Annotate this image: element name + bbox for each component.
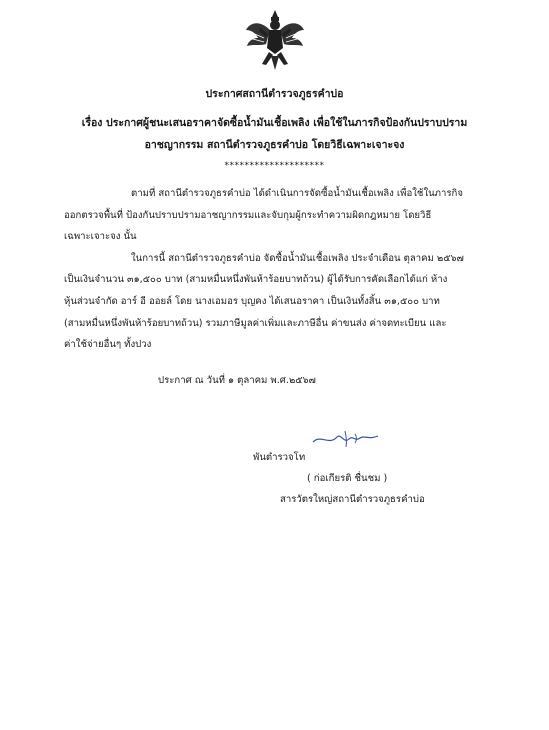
signer-position: สารวัตรใหญ่สถานีตำรวจภูธรคำบ่อ xyxy=(280,494,425,505)
paragraph-2-line-1: ในการนี้ สถานีตำรวจภูธรคำบ่อ จัดซื้อน้ำมันเชื้อเพลิง ประจำเดือน ตุลาคม ๒๕๖๗ xyxy=(131,253,464,264)
document-title: ประกาศสถานีตำรวจภูธรคำบ่อ xyxy=(205,88,344,100)
paragraph-1-line-1: ตามที่ สถานีตำรวจภูธรคำบ่อ ได้ดำเนินการจัดซื้อน้ำมันเชื้อเพลิง เพื่อใช้ในภารกิจ xyxy=(131,188,463,199)
paragraph-2-line-2: เป็นเงินจำนวน ๓๑,๕๐๐ บาท (สามหมื่นหนึ่งพันห้าร้อยบาทถ้วน) ผู้ได้รับการคัดเลือกได้แก่ ห้าง xyxy=(64,274,448,285)
paragraph-2-line-4: (สามหมื่นหนึ่งพันห้าร้อยบาทถ้วน) รวมภาษีมูลค่าเพิ่มและภาษีอื่น ค่าขนส่ง ค่าจดทะเบียน และ xyxy=(64,318,447,329)
handwritten-signature xyxy=(311,428,381,450)
paragraph-1-line-3: เฉพาะเจาะจง นั้น xyxy=(64,231,137,242)
signer-name: ( ก่อเกียรติ ชื่นชม ) xyxy=(307,473,388,484)
subject-line-2: อาชญากรรม สถานีตำรวจภูธรคำบ่อ โดยวิธีเฉพาะเจาะจง xyxy=(144,139,405,151)
separator-stars: ******************** xyxy=(224,161,325,171)
subject-line-1: เรื่อง ประกาศผู้ชนะเสนอราคาจัดซื้อน้ำมันเชื้อเพลิง เพื่อใช้ในภารกิจป้องกันปราบปราม xyxy=(81,117,468,129)
paragraph-1-line-2: ออกตรวจพื้นที่ ป้องกันปราบปรามอาชญากรรมและจับกุมผู้กระทำความผิดกฎหมาย โดยวิธี xyxy=(64,210,432,221)
paragraph-2-line-3: หุ้นส่วนจำกัด อาร์ อี ออยล์ โดย นางเอมอร บุญคง ได้เสนอราคา เป็นเงินทั้งสิ้น ๓๑,๕๐๐ บาท xyxy=(64,296,440,307)
garuda-emblem-icon xyxy=(244,8,306,72)
announcement-date: ประกาศ ณ วันที่ ๑ ตุลาคม พ.ศ.๒๕๖๗ xyxy=(158,375,316,386)
signer-rank: พันตำรวจโท xyxy=(253,452,306,463)
paragraph-2-line-5: ค่าใช้จ่ายอื่นๆ ทั้งปวง xyxy=(64,339,152,350)
